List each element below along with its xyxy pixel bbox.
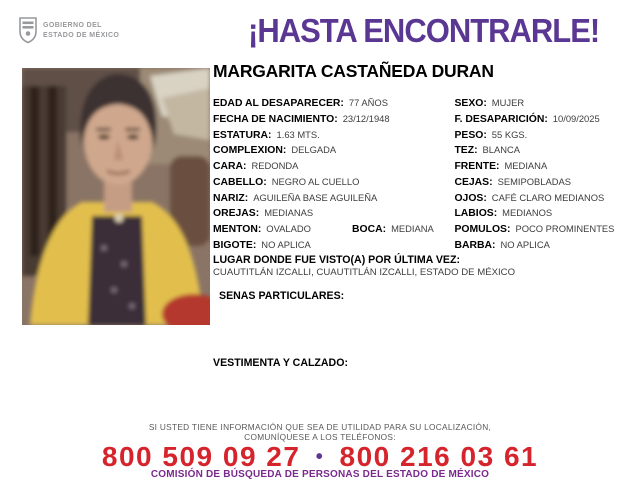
field-value: CAFÉ CLARO MEDIANOS <box>491 191 605 203</box>
field-value: POCO PROMINENTES <box>515 223 615 234</box>
phone-number-1: 800 509 09 27 <box>101 441 301 472</box>
field-row-with-mid <box>213 219 638 235</box>
field-label: CEJAS: <box>454 176 493 188</box>
field-row <box>213 203 638 219</box>
contact-info-line1: SI USTED TIENE INFORMACIÓN QUE SEA DE UTILIDAD PARA SU LOCALIZACIÓN, <box>148 422 492 432</box>
field-value: NO APLICA <box>500 238 550 250</box>
field-label: CARA: <box>213 161 247 172</box>
field-value: NO APLICA <box>261 238 311 250</box>
field-value: SEMIPOBLADAS <box>497 175 572 187</box>
field-row <box>213 172 638 188</box>
field-value: 1.63 MTS. <box>276 128 320 140</box>
state-government-logo <box>18 17 119 44</box>
field-label: NARIZ: <box>213 192 249 204</box>
contact-info-line2: COMUNÍQUESE A LOS TELÉFONOS: <box>244 432 396 443</box>
field-row <box>213 109 638 125</box>
phone-number-2: 800 216 03 61 <box>339 441 539 472</box>
field-label: BOCA: <box>352 224 387 235</box>
field-label: CABELLO: <box>213 176 267 188</box>
bullet-separator-icon: • <box>315 446 325 468</box>
field-value: MEDIANA <box>391 223 434 234</box>
field-value: MEDIANOS <box>502 207 553 219</box>
clothing-label: VESTIMENTA Y CALZADO: <box>213 357 348 369</box>
last-seen-section <box>213 254 633 278</box>
field-label: EDAD AL DESAPARECER: <box>213 98 344 109</box>
field-value: 55 KGS. <box>491 128 528 140</box>
field-label: TEZ: <box>454 145 478 157</box>
missing-person-photo <box>22 68 210 325</box>
field-value: MUJER <box>491 97 525 108</box>
field-row <box>213 125 638 141</box>
field-label: COMPLEXION: <box>213 145 287 157</box>
field-row <box>213 156 638 172</box>
field-value: AGUILEÑA BASE AGUILEÑA <box>253 191 378 203</box>
field-row <box>213 235 638 251</box>
field-row <box>213 188 638 204</box>
field-value: NEGRO AL CUELLO <box>271 175 360 187</box>
field-value: OVALADO <box>266 223 311 234</box>
field-label: BARBA: <box>454 239 496 251</box>
field-value: 10/09/2025 <box>552 112 600 124</box>
organization-name: COMISIÓN DE BÚSQUEDA DE PERSONAS DEL ESTADO DE MÉXICO <box>150 469 490 480</box>
field-label: BIGOTE: <box>213 239 257 251</box>
coat-of-arms-icon <box>18 17 38 44</box>
logo-line1: GOBIERNO DEL <box>43 22 102 30</box>
field-row <box>213 140 638 156</box>
person-name: MARGARITA CASTAÑEDA DURAN <box>213 61 494 81</box>
field-value: MEDIANA <box>504 160 548 171</box>
field-label: SEXO: <box>454 98 487 109</box>
field-label: OJOS: <box>454 192 487 204</box>
field-value: MEDIANAS <box>264 207 314 219</box>
logo-text <box>43 21 119 39</box>
logo-line2: ESTADO DE MÉXICO <box>43 31 120 39</box>
last-seen-value: CUAUTITLÁN IZCALLI, CUAUTITLÁN IZCALLI, ESTADO DE MÉXICO <box>213 267 516 278</box>
field-label: ESTATURA: <box>213 129 272 141</box>
photo-scene <box>22 68 210 325</box>
field-label: POMULOS: <box>454 224 511 235</box>
poster-title: ¡HASTA ENCONTRARLE! <box>248 12 600 50</box>
field-label: LABIOS: <box>454 208 498 220</box>
field-row <box>213 93 638 109</box>
particular-signs-label: SENAS PARTICULARES: <box>219 290 345 302</box>
field-value: BLANCA <box>482 144 521 156</box>
contact-info-text <box>0 422 640 443</box>
field-value: 23/12/1948 <box>342 112 390 124</box>
field-label: FRENTE: <box>454 161 500 172</box>
field-value: DELGADA <box>291 144 337 156</box>
field-label: OREJAS: <box>213 208 260 220</box>
field-value: REDONDA <box>251 160 299 171</box>
fields-table <box>213 93 638 251</box>
field-label: MENTON: <box>213 224 262 235</box>
last-seen-label: LUGAR DONDE FUE VISTO(A) POR ÚLTIMA VEZ: <box>213 254 460 266</box>
photo-illustration <box>22 68 210 325</box>
field-value: 77 AÑOS <box>348 97 388 108</box>
field-label: F. DESAPARICIÓN: <box>454 113 548 125</box>
field-label: PESO: <box>454 129 487 141</box>
field-label: FECHA DE NACIMIENTO: <box>213 113 338 125</box>
